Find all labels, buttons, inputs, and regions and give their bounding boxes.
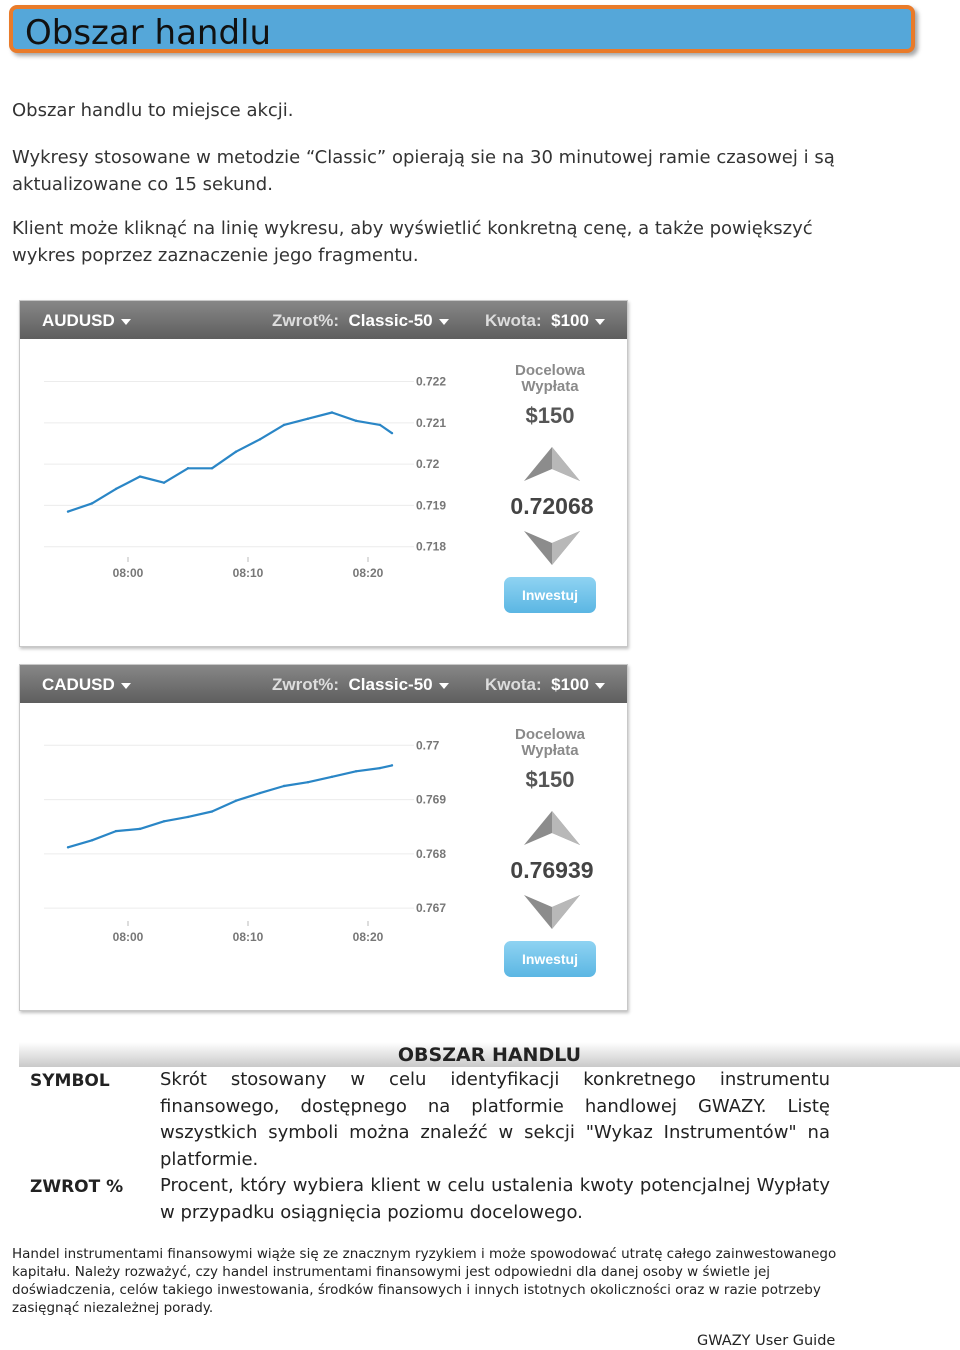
glossary-definition-symbol: Skrót stosowany w celu identyfikacji konkretnego instrumentu finansowego, dostępnego na platformie handlowej GWAZY. Listę wszystkich symboli można znaleźć w sekcji "Wykaz Instrumentów" na platformie. <box>160 1069 830 1170</box>
price-point <box>391 764 393 766</box>
y-tick-label: 0.767 <box>416 901 447 916</box>
symbol-label: CADUSD <box>42 675 115 694</box>
chevron-down-icon <box>439 683 449 689</box>
glossary-term-return: ZWROT % <box>30 1177 124 1197</box>
symbol-label: AUDUSD <box>42 311 115 330</box>
price-chart[interactable] <box>34 345 454 585</box>
return-selector[interactable] <box>272 311 449 331</box>
current-price: 0.72068 <box>510 493 594 519</box>
symbol-selector[interactable] <box>42 675 131 695</box>
amount-selector[interactable] <box>485 311 605 331</box>
x-tick-label: 08:00 <box>112 566 144 580</box>
price-point <box>307 417 309 419</box>
price-series-line <box>68 413 392 512</box>
y-tick-label: 0.769 <box>416 792 447 807</box>
price-point <box>235 799 237 801</box>
price-point <box>187 467 189 469</box>
price-point <box>283 785 285 787</box>
risk-disclaimer: Handel instrumentami finansowymi wiąże się ze znacznym ryzykiem i może spowodować utratę całego zainwestowanego kapitału. Należy rozważyć, czy handel instrumentami finansowymi jest odpowiedni dla danej osoby w świetle jej doświadczenia, celów takiego inwestowania, środków finansowych i innych istotnych okoliczności oraz w razie potrzeby zasięgnąć niezależnej porady. <box>12 1246 837 1316</box>
price-chart[interactable] <box>34 709 454 949</box>
price-point <box>355 770 357 772</box>
price-point <box>307 781 309 783</box>
glossary-term-symbol: SYMBOL <box>30 1071 110 1091</box>
intro-paragraph-1: Obszar handlu to miejsce akcji. <box>12 100 294 121</box>
price-point <box>211 467 213 469</box>
price-point <box>67 846 69 848</box>
chevron-down-icon <box>595 683 605 689</box>
chevron-down-icon <box>595 319 605 325</box>
price-point <box>187 816 189 818</box>
x-tick-label: 08:00 <box>112 930 144 944</box>
x-tick-label: 08:10 <box>232 930 264 944</box>
intro-paragraph-3: Klient może kliknąć na linię wykresu, aby wyświetlić konkretną cenę, a także powiększyć wykres poprzez zaznaczenie jego fragmentu. <box>12 218 813 266</box>
current-price: 0.76939 <box>510 857 594 883</box>
page-title-banner <box>9 5 915 53</box>
price-point <box>91 502 93 504</box>
intro-paragraph-2: Wykresy stosowane w metodzie “Classic” opierają sie na 30 minutowej ramie czasowej i są aktualizowane co 15 sekund. <box>12 147 835 195</box>
x-tick-label: 08:20 <box>352 930 384 944</box>
price-point <box>259 438 261 440</box>
price-point <box>355 420 357 422</box>
glossary-header <box>19 1042 960 1067</box>
target-payout-label: Docelowa Wypłata <box>514 726 586 759</box>
price-point <box>67 510 69 512</box>
price-point <box>235 451 237 453</box>
chevron-down-icon <box>121 319 131 325</box>
widget-header <box>20 665 627 703</box>
price-point <box>283 424 285 426</box>
y-tick-label: 0.768 <box>416 846 447 861</box>
call-up-arrow-icon[interactable] <box>522 445 582 483</box>
symbol-selector[interactable] <box>42 311 131 331</box>
return-value: Classic-50 <box>348 675 433 694</box>
amount-value: $100 <box>551 675 589 694</box>
y-tick-label: 0.77 <box>416 738 440 753</box>
put-down-arrow-icon[interactable] <box>522 893 582 931</box>
payout-value: $150 <box>525 403 575 428</box>
price-series-line <box>68 765 392 847</box>
trade-widget-audusd <box>19 300 628 647</box>
return-label: Zwrot%: <box>272 675 340 694</box>
y-tick-label: 0.721 <box>416 415 447 430</box>
price-point <box>163 482 165 484</box>
invest-button[interactable]: Inwestuj <box>504 941 596 977</box>
chevron-down-icon <box>439 319 449 325</box>
price-point <box>211 810 213 812</box>
x-tick-label: 08:20 <box>352 566 384 580</box>
price-point <box>259 792 261 794</box>
x-tick-label: 08:10 <box>232 566 264 580</box>
price-point <box>139 828 141 830</box>
y-tick-label: 0.719 <box>416 498 447 513</box>
call-up-arrow-icon[interactable] <box>522 809 582 847</box>
target-payout-label: Docelowa Wypłata <box>514 362 586 395</box>
payout-value: $150 <box>525 767 575 792</box>
price-point <box>331 411 333 413</box>
price-point <box>379 424 381 426</box>
price-point <box>163 820 165 822</box>
put-down-arrow-icon[interactable] <box>522 529 582 567</box>
amount-selector[interactable] <box>485 675 605 695</box>
y-tick-label: 0.722 <box>416 374 447 389</box>
widget-header <box>20 301 627 339</box>
y-tick-label: 0.718 <box>416 539 447 554</box>
price-point <box>331 776 333 778</box>
amount-label: Kwota: <box>485 311 542 330</box>
price-point <box>115 830 117 832</box>
y-tick-label: 0.72 <box>416 457 440 472</box>
price-point <box>91 839 93 841</box>
invest-button[interactable]: Inwestuj <box>504 577 596 613</box>
footer-guide-label: GWAZY User Guide <box>697 1333 836 1349</box>
page-title: Obszar handlu <box>25 13 272 53</box>
price-point <box>391 432 393 434</box>
price-point <box>115 488 117 490</box>
trade-widget-cadusd <box>19 664 628 1011</box>
return-selector[interactable] <box>272 675 449 695</box>
glossary-definition-return: Procent, który wybiera klient w celu ustalenia kwoty potencjalnej Wypłaty w przypadku osiągnięcia poziomu docelowego. <box>160 1175 830 1223</box>
return-value: Classic-50 <box>348 311 433 330</box>
price-point <box>139 475 141 477</box>
amount-value: $100 <box>551 311 589 330</box>
glossary-heading: OBSZAR HANDLU <box>397 1044 582 1066</box>
price-point <box>379 767 381 769</box>
chevron-down-icon <box>121 683 131 689</box>
return-label: Zwrot%: <box>272 311 340 330</box>
amount-label: Kwota: <box>485 675 542 694</box>
